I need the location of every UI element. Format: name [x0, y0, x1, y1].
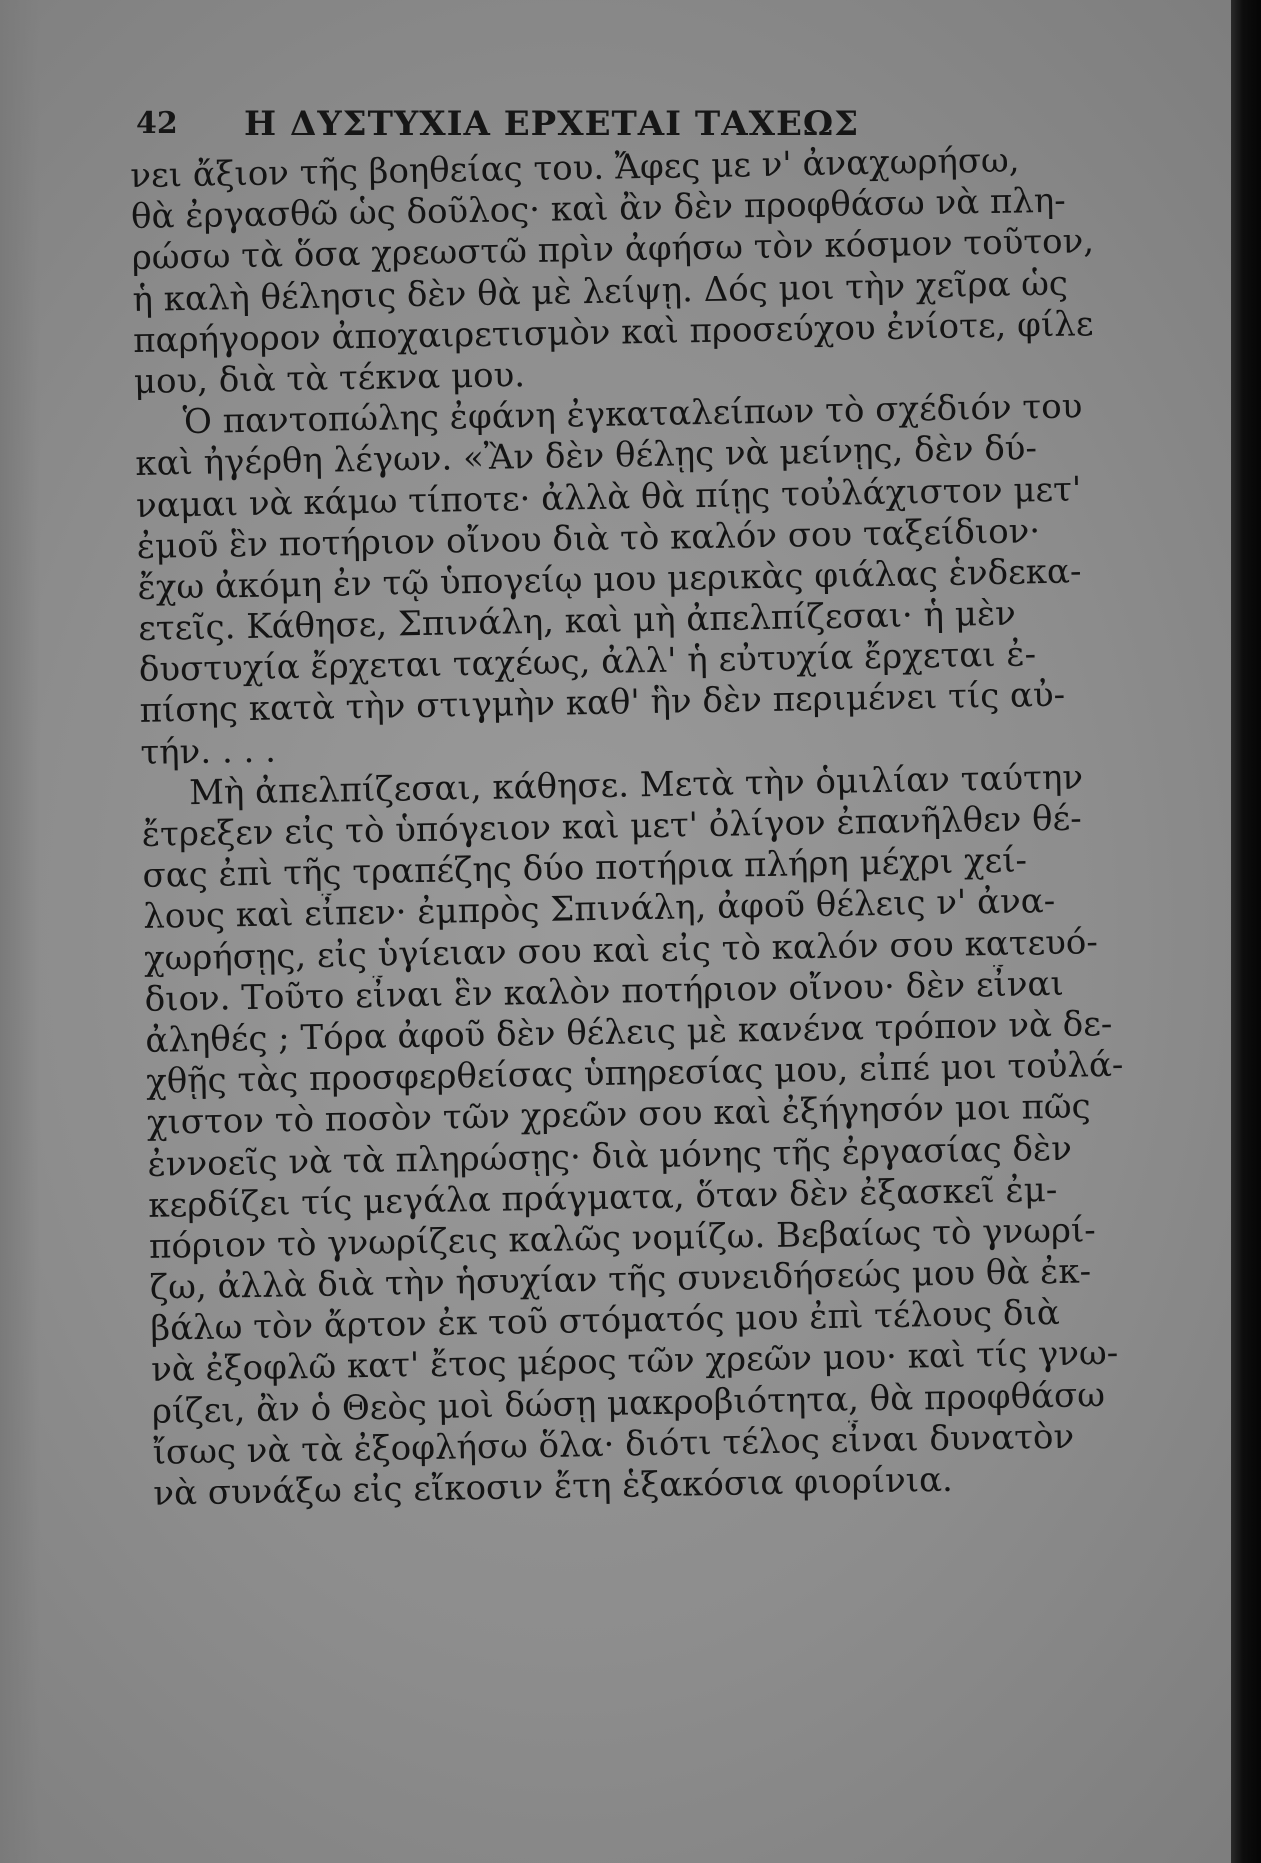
text-line: ἡ καλὴ θέλησις δὲν θὰ μὲ λείψῃ. Δός μοι τὴν χεῖρα ὡς	[132, 263, 1069, 320]
text-line: ἔχω ἀκόμη ἐν τῷ ὑπογείῳ μου μερικὰς φιάλας ἑνδεκα-	[137, 551, 1082, 608]
text-line: Μὴ ἀπελπίζεσαι, κάθησε. Μετὰ τὴν ὁμιλίαν ταύτην	[188, 757, 1084, 813]
text-line: ναμαι νὰ κάμω τίποτε· ἀλλὰ θὰ πίῃς τοὐλάχιστον μετ'	[135, 468, 1082, 526]
text-line: νὰ ἐξοφλῶ κατ' ἔτος μέρος τῶν χρεῶν μου· καὶ τίς γνω-	[150, 1333, 1119, 1391]
text-line: σας ἐπὶ τῆς τραπέζης δύο ποτήρια πλήρη μέχρι χεί-	[142, 840, 1028, 897]
text-line: κερδίζει τίς μεγάλα πράγματα, ὅταν δὲν ἐξασκεῖ ἐμ-	[147, 1169, 1058, 1226]
text-line: βάλω τὸν ἄρτον ἐκ τοῦ στόματός μου ἐπὶ τέλους διὰ	[150, 1293, 1061, 1350]
text-line: λους καὶ εἶπεν· ἐμπρὸς Σπινάλη, ἀφοῦ θέλεις ν' ἀνα-	[142, 881, 1056, 938]
text-line: ἔτρεξεν εἰς τὸ ὑπόγειον καὶ μετ' ὀλίγον ἐπανῆλθεν θέ-	[141, 798, 1083, 855]
text-line: νὰ συνάξω εἰς εἴκοσιν ἔτη ἑξακόσια φιορίνια.	[153, 1459, 954, 1514]
page-left-shadow	[0, 0, 40, 1863]
text-line: ζω, ἀλλὰ διὰ τὴν ἡσυχίαν τῆς συνειδήσεώς μου θὰ ἐκ-	[149, 1251, 1092, 1308]
text-line: χθῇς τὰς προσφερθείσας ὑπηρεσίας μου, εἰπέ μοι τοὐλά-	[145, 1044, 1124, 1102]
text-line: χωρήσῃς, εἰς ὑγίειαν σου καὶ εἰς τὸ καλόν σου κατευό-	[143, 921, 1099, 979]
text-line: ἀληθές ; Τόρα ἀφοῦ δὲν θέλεις μὲ κανένα τρόπον νὰ δε-	[145, 1003, 1113, 1061]
text-line: ἐμοῦ ἓν ποτήριον οἴνου διὰ τὸ καλόν σου ταξείδιον·	[136, 510, 1041, 567]
page-number: 42	[136, 106, 178, 141]
text-line: παρήγορον ἀποχαιρετισμὸν καὶ προσεύχου ἐνίοτε, φίλε	[132, 303, 1094, 361]
text-line: ρίζει, ἂν ὁ Θεὸς μοὶ δώσῃ μακροβιότητα, θὰ προφθάσω	[151, 1374, 1106, 1432]
body-text	[130, 138, 1164, 1515]
text-line: χιστον τὸ ποσὸν τῶν χρεῶν σου καὶ ἐξήγησόν μοι πῶς	[146, 1086, 1091, 1144]
text-line: ἴσως νὰ τὰ ἐξοφλήσω ὅλα· διότι τέλος εἶναι δυνατὸν	[152, 1416, 1075, 1473]
text-line: πίσης κατὰ τὴν στιγμὴν καθ' ἣν δὲν περιμένει τίς αὐ-	[139, 675, 1066, 732]
text-line: πόριον τὸ γνωρίζεις καλῶς νομίζω. Βεβαίως τὸ γνωρί-	[148, 1210, 1097, 1267]
text-line: τήν. . . .	[140, 730, 277, 773]
text-line: δυστυχία ἔρχεται ταχέως, ἀλλ' ἡ εὐτυχία ἔρχεται ἐ-	[138, 634, 1037, 691]
text-line: διον. Τοῦτο εἶναι ἓν καλὸν ποτήριον οἴνου· δὲν εἶναι	[144, 963, 1065, 1020]
text-line: ετεῖς. Κάθησε, Σπινάλη, καὶ μὴ ἀπελπίζεσαι· ἡ μὲν	[137, 593, 1017, 649]
running-head: Η ΔΥΣΤΥΧΙΑ ΕΡΧΕΤΑΙ ΤΑΧΕΩΣ	[244, 104, 860, 144]
text-line: Ὁ παντοπώλης ἐφάνη ἐγκαταλείπων τὸ σχέδιόν του	[182, 386, 1083, 443]
text-line: ἐννοεῖς νὰ τὰ πληρώσῃς· διὰ μόνης τῆς ἐργασίας δὲν	[147, 1128, 1073, 1185]
text-line: μου, διὰ τὰ τέκνα μου.	[133, 355, 526, 402]
text-line: νει ἄξιον τῆς βοηθείας του. Ἄφες με ν' ἀναχωρήσω,	[130, 140, 1020, 196]
text-line: ρώσω τὰ ὅσα χρεωστῶ πρὶν ἀφήσω τὸν κόσμον τοῦτον,	[131, 221, 1095, 279]
text-line: θὰ ἐργασθῶ ὡς δοῦλος· καὶ ἂν δὲν προφθάσω νὰ πλη-	[130, 180, 1067, 238]
text-line: καὶ ἠγέρθη λέγων. «Ἂν δὲν θέλῃς νὰ μείνῃς, δὲν δύ-	[135, 428, 1038, 485]
book-spine-shadow	[1231, 0, 1261, 1863]
